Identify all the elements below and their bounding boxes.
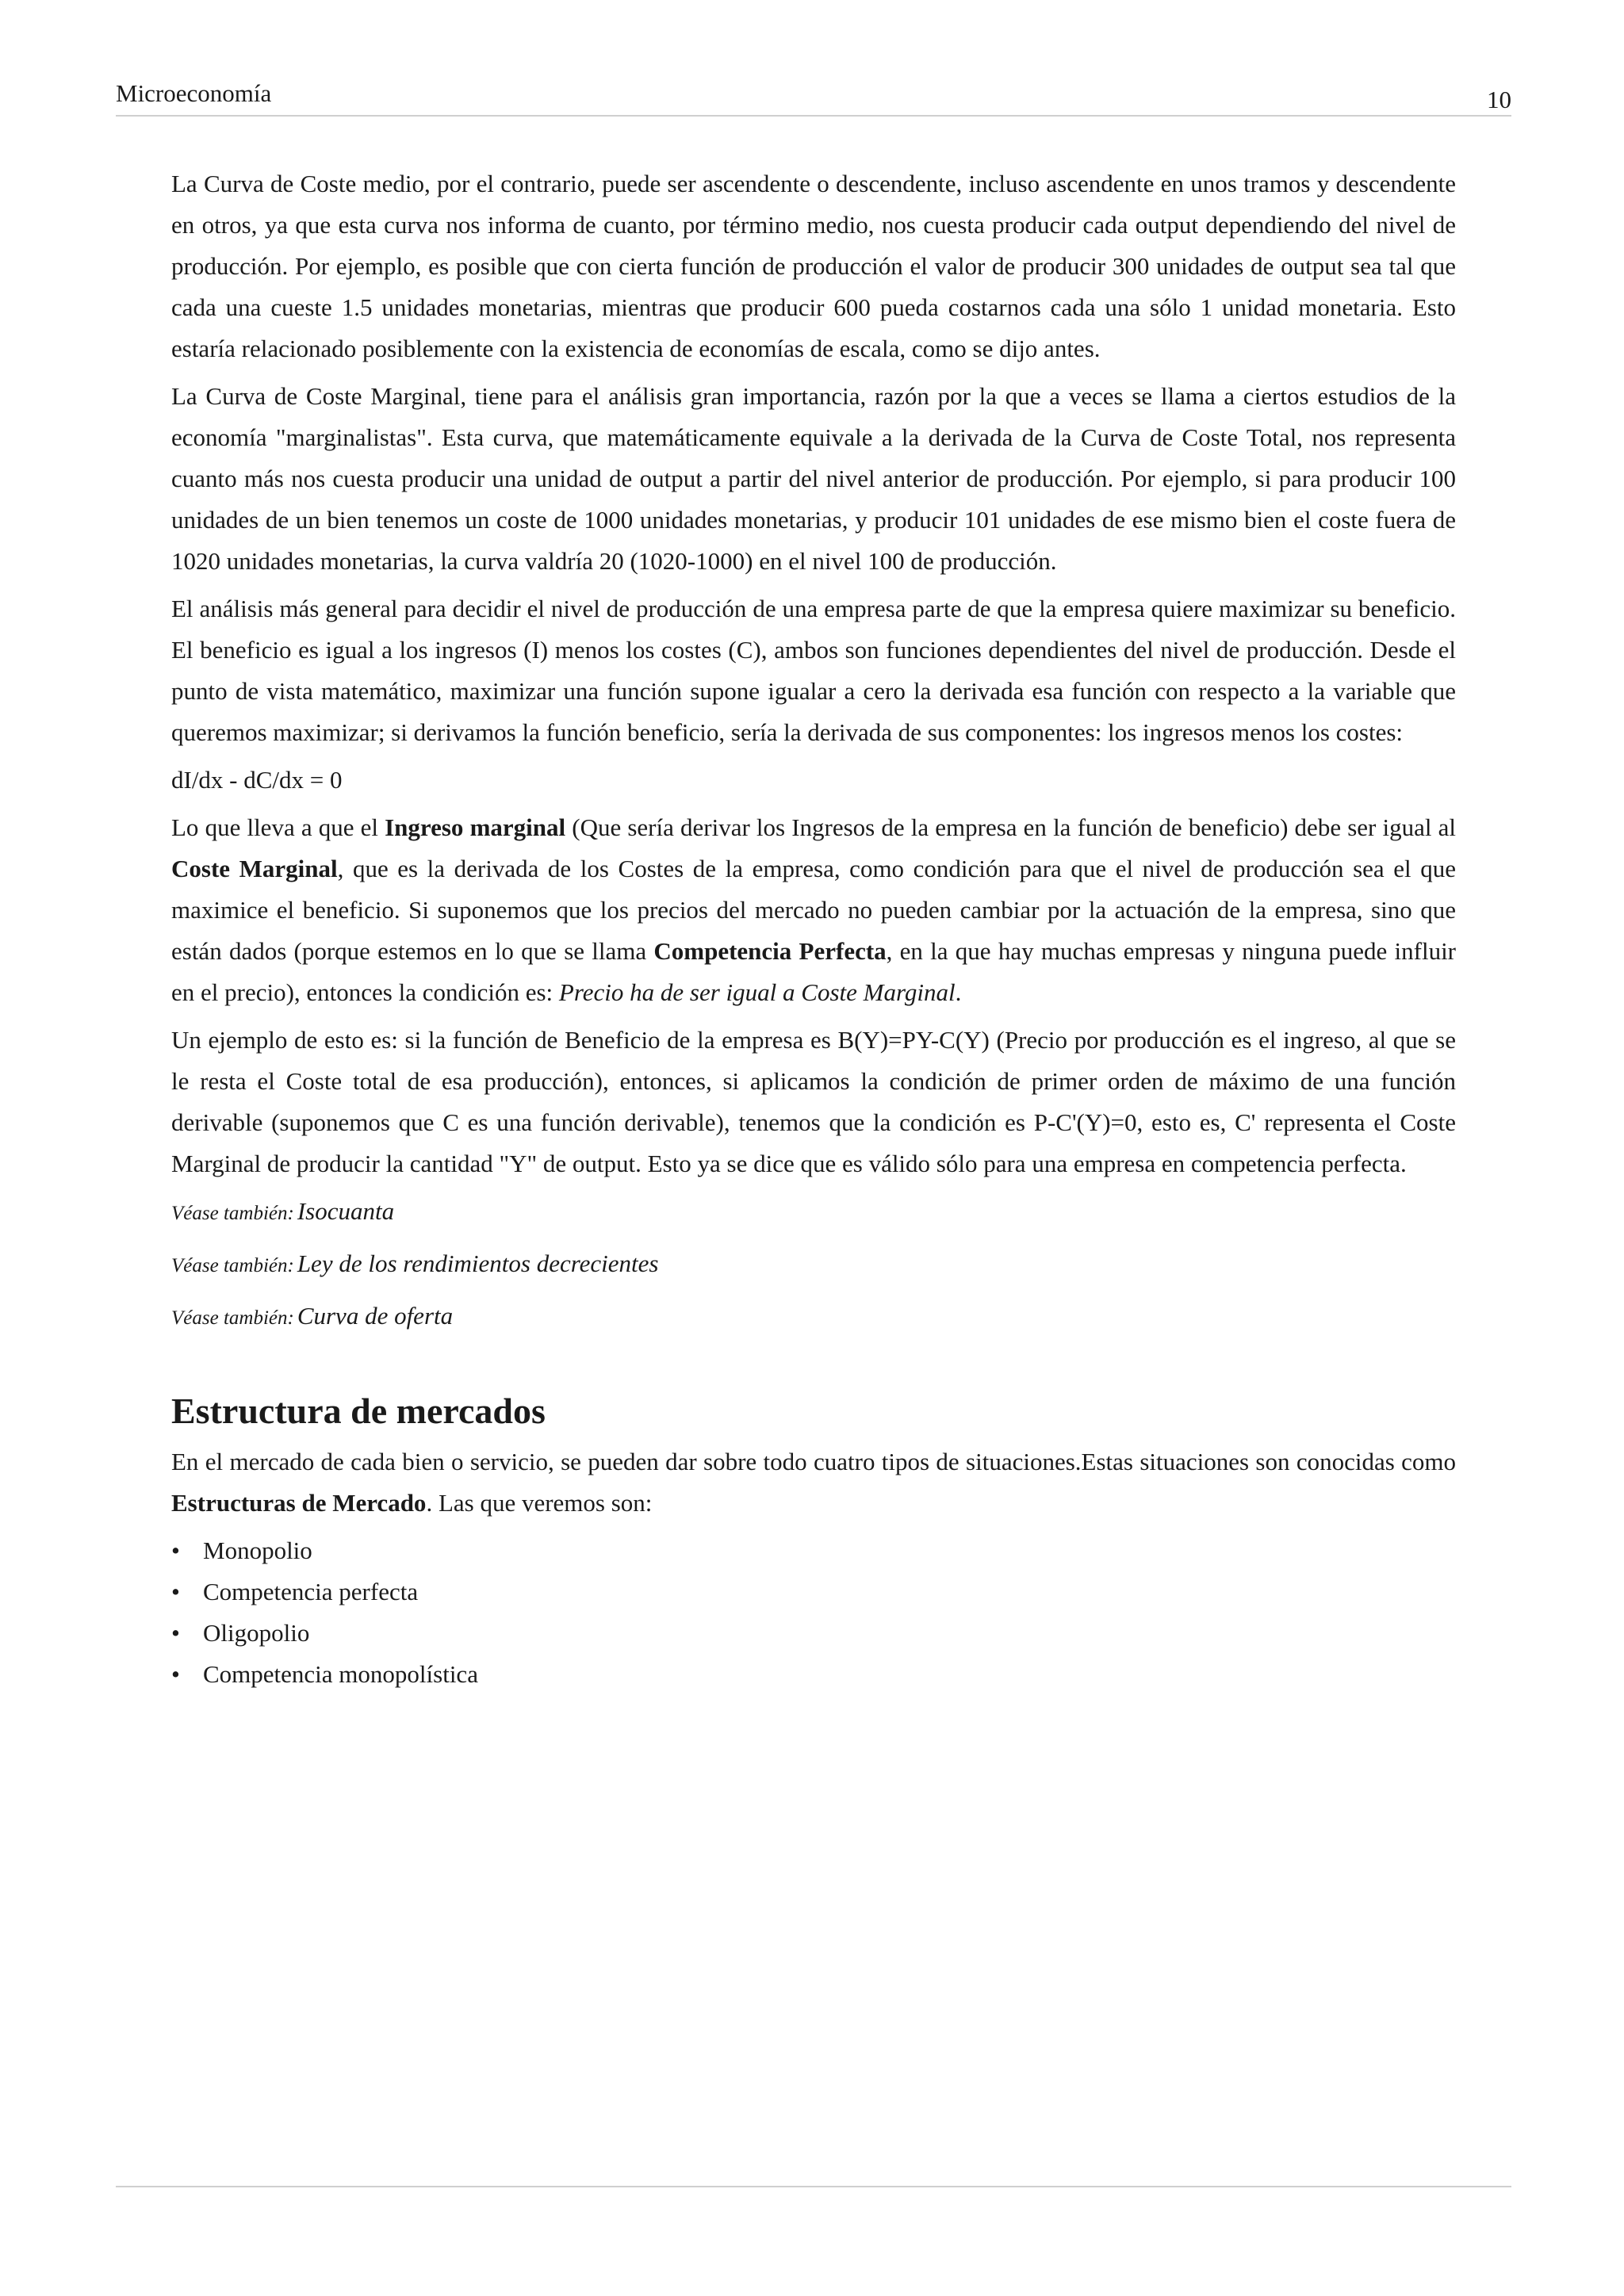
running-title: Microeconomía <box>116 79 272 107</box>
paragraph-ejemplo-beneficio: Un ejemplo de esto es: si la función de Beneficio de la empresa es B(Y)=PY-C(Y) (Precio por producción es el ingreso, al que se le resta el Coste total de esa producción), entonces, si aplicamos la condición de primer orden de máximo de una función derivable (suponemos que C es una función derivable), tenemos que la condición es P-C'(Y)=0, esto es, C' representa el Coste Marginal de producir la cantidad "Y" de output. Esto ya se dice que es válido sólo para una empresa en competencia perfecta. <box>171 1026 1456 1177</box>
see-also-ley-rendimientos <box>171 1243 1456 1289</box>
section-heading: Estructura de mercados <box>171 1391 546 1431</box>
text-run: , en la que hay muchas empresas y ninguna puede influir en el precio), entonces la condición es: <box>171 937 1457 1006</box>
page-body <box>171 163 1456 1695</box>
condition-statement: Precio ha de ser igual a Coste Marginal <box>558 978 956 1006</box>
bullet-glyph: • <box>171 1660 180 1688</box>
see-also-label: Véase también: <box>171 1203 294 1224</box>
equation: dI/dx - dC/dx = 0 <box>171 766 343 794</box>
bullet-glyph: • <box>171 1578 180 1605</box>
paragraph-analisis-general: El análisis más general para decidir el nivel de producción de una empresa parte de que la empresa quiere maximizar su beneficio. El beneficio es igual a los ingresos (I) menos los costes (C), ambos son funciones dependientes del nivel de producción. Desde el punto de vista matemático, maximizar una función supone igualar a cero la derivada esa función con respecto a la variable que queremos maximizar; si derivamos la función beneficio, sería la derivada de sus componentes: los ingresos menos los costes: <box>171 595 1456 746</box>
page-header <box>116 79 1511 116</box>
text-run: . <box>955 978 962 1006</box>
see-also-isocuanta <box>171 1191 1456 1237</box>
market-structures-list <box>171 1530 1456 1695</box>
footer-rule <box>116 2186 1511 2187</box>
list-item-text: Competencia perfecta <box>203 1578 419 1605</box>
see-also-link[interactable]: Isocuanta <box>297 1197 395 1225</box>
text-run: . Las que veremos son: <box>426 1489 653 1517</box>
see-also-link[interactable]: Curva de oferta <box>297 1302 454 1330</box>
paragraph-ingreso-marginal <box>171 807 1456 1013</box>
text-run: En el mercado de cada bien o servicio, se pueden dar sobre todo cuatro tipos de situaciones.Estas situaciones son conocidas como <box>171 1448 1456 1475</box>
term-estructuras-de-mercado: Estructuras de Mercado <box>171 1489 427 1517</box>
list-item <box>171 1530 1456 1571</box>
see-also-curva-oferta <box>171 1295 1456 1341</box>
page-number: 10 <box>1487 86 1511 113</box>
paragraph-estructuras-intro <box>171 1441 1456 1524</box>
list-item-text: Competencia monopolística <box>203 1660 478 1688</box>
term-ingreso-marginal: Ingreso marginal <box>385 813 566 841</box>
text-run: (Que sería derivar los Ingresos de la empresa en la función de beneficio) debe ser igual al <box>565 813 1456 841</box>
paragraph-coste-marginal: La Curva de Coste Marginal, tiene para el análisis gran importancia, razón por la que a veces se llama a ciertos estudios de la economía "marginalistas". Esta curva, que matemáticamente equivale a la derivada de la Curva de Coste Total, nos representa cuanto más nos cuesta producir una unidad de output a partir del nivel anterior de producción. Por ejemplo, si para producir 100 unidades de un bien tenemos un coste de 1000 unidades monetarias, y producir 101 unidades de ese mismo bien el coste fuera de 1020 unidades monetarias, la curva valdría 20 (1020-1000) en el nivel 100 de producción. <box>171 382 1456 575</box>
bullet-glyph: • <box>171 1536 180 1564</box>
list-item <box>171 1613 1456 1654</box>
see-also-label: Véase también: <box>171 1255 294 1276</box>
see-also-label: Véase también: <box>171 1307 294 1329</box>
list-item <box>171 1571 1456 1613</box>
list-item-text: Oligopolio <box>203 1619 310 1647</box>
list-item <box>171 1654 1456 1695</box>
see-also-link[interactable]: Ley de los rendimientos decrecientes <box>297 1249 659 1277</box>
text-run: , que es la derivada de los Costes de la empresa, como condición para que el nivel de producción sea el que maximice el beneficio. Si suponemos que los precios del mercado no pueden cambiar por la actuación de la empresa, sino que están dados (porque estemos en lo que se llama <box>171 855 1456 965</box>
term-competencia-perfecta: Competencia Perfecta <box>653 937 887 965</box>
header-rule <box>116 115 1511 117</box>
list-item-text: Monopolio <box>203 1536 312 1564</box>
term-coste-marginal: Coste Marginal <box>171 855 338 882</box>
text-run: Lo que lleva a que el <box>171 813 385 841</box>
paragraph-coste-medio: La Curva de Coste medio, por el contrario, puede ser ascendente o descendente, incluso ascendente en unos tramos y descendente en otros, ya que esta curva nos informa de cuanto, por término medio, nos cuesta producir cada output dependiendo del nivel de producción. Por ejemplo, es posible que con cierta función de producción el valor de producir 300 unidades de output sea tal que cada una cueste 1.5 unidades monetarias, mientras que producir 600 pueda costarnos cada una sólo 1 unidad monetaria. Esto estaría relacionado posiblemente con la existencia de economías de escala, como se dijo antes. <box>171 170 1456 362</box>
bullet-glyph: • <box>171 1619 180 1647</box>
